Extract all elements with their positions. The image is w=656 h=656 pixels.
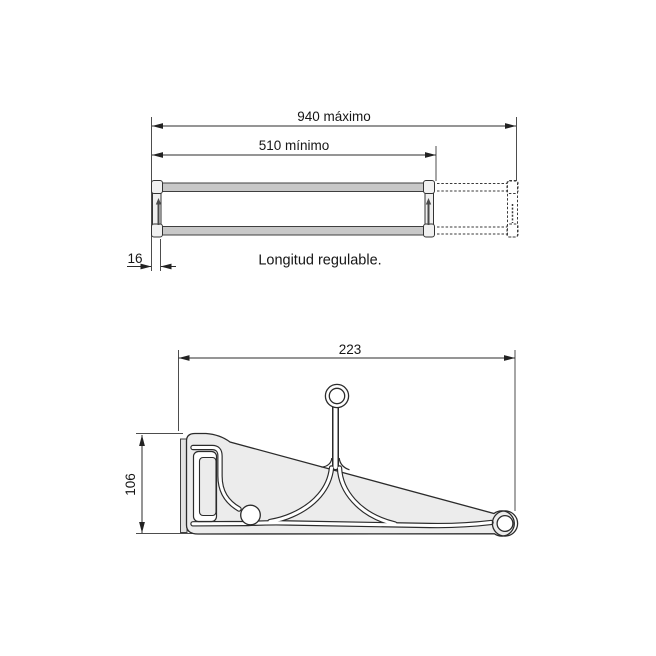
right-end-cap-bottom [424,224,435,237]
dim-223-label: 223 [338,342,362,357]
channel-inner-wall [200,458,217,516]
dim-106-label: 106 [123,473,139,496]
front-tube-hole [497,516,513,532]
hanger-ring-hole [329,388,344,403]
side-view-bracket [123,342,517,536]
dim-940-label: 940 máximo [297,109,371,124]
dim-16-label: 16 [127,251,143,266]
right-end-cap-top [424,181,435,194]
rail-top-bar [162,183,424,192]
top-view-rail [127,109,518,271]
left-end-cap-bottom [152,224,163,237]
pivot-hole [241,505,261,525]
dim-510-label: 510 mínimo [258,138,330,153]
telescopic-extension-dashed [437,181,518,238]
rail-bottom-bar [162,227,424,236]
adjustable-length-caption: Longitud regulable. [258,252,382,269]
bracket-body [187,434,515,537]
left-end-cap-top [152,181,163,194]
